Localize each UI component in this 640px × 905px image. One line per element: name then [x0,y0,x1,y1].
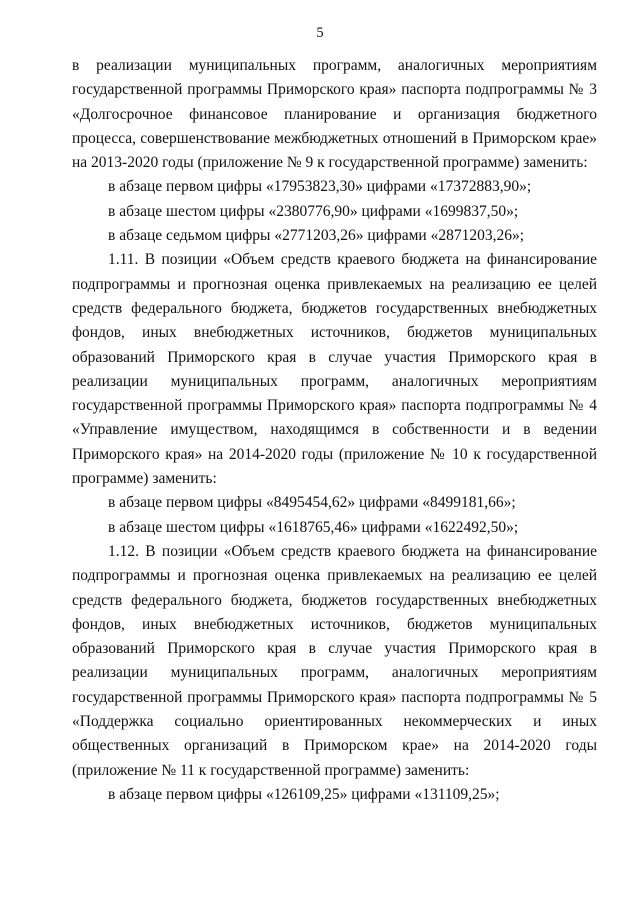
paragraph-amendment-sixth-indent: в абзаце шестом цифры «1618765,46» цифрами «1622492,50»; [108,518,519,536]
paragraph-amendment-first-indent: в абзаце первом цифры «126109,25» цифрами «131109,25»; [108,785,500,803]
paragraph-continuation-subprogram-3: в реализации муниципальных программ, аналогичных мероприятиям государственной программы Приморского края» паспорта подпрограммы № 3 «Долгосрочное финансовое планирование и организация бюджетного процесса, совершенствование межбюджетных отношений в Приморском крае» на 2013-2020 годы (приложение № 9 к государственной программе) заменить: [72,57,597,172]
paragraph-amendment-first-indent: в абзаце первом цифры «8495454,62» цифрами «8499181,66»; [108,494,516,512]
paragraph-amendment-sixth-indent: в абзаце шестом цифры «2380776,90» цифрами «1699837,50»; [108,202,519,220]
document-body [72,54,597,807]
paragraph-amendment-first-indent: в абзаце первом цифры «17953823,30» цифрами «17372883,90»; [108,178,532,196]
paragraph-clause-1-12: 1.12. В позиции «Объем средств краевого бюджета на финансирование подпрограммы и прогнозная оценка привлекаемых на реализацию ее целей средств федерального бюджета, бюджетов государственных внебюджетных фондов, иных внебюджетных источников, бюджетов муниципальных образований Приморского края в случае участия Приморского края в реализации муниципальных программ, аналогичных мероприятиям государственной программы Приморского края» паспорта подпрограммы № 5 «Поддержка социально ориентированных некоммерческих и иных общественных организаций в Приморском крае» на 2014-2020 годы (приложение № 11 к государственной программе) заменить: [72,542,597,779]
paragraph-clause-1-11: 1.11. В позиции «Объем средств краевого бюджета на финансирование подпрограммы и прогнозная оценка привлекаемых на реализацию ее целей средств федерального бюджета, бюджетов государственных внебюджетных фондов, иных внебюджетных источников, бюджетов муниципальных образований Приморского края в случае участия Приморского края в реализации муниципальных программ, аналогичных мероприятиям государственной программы Приморского края» паспорта подпрограммы № 4 «Управление имуществом, находящимся в собственности и в ведении Приморского края» на 2014-2020 годы (приложение № 10 к государственной программе) заменить: [72,251,597,488]
paragraph-amendment-seventh-indent: в абзаце седьмом цифры «2771203,26» цифрами «2871203,26»; [108,227,525,245]
page-number: 5 [316,25,324,41]
